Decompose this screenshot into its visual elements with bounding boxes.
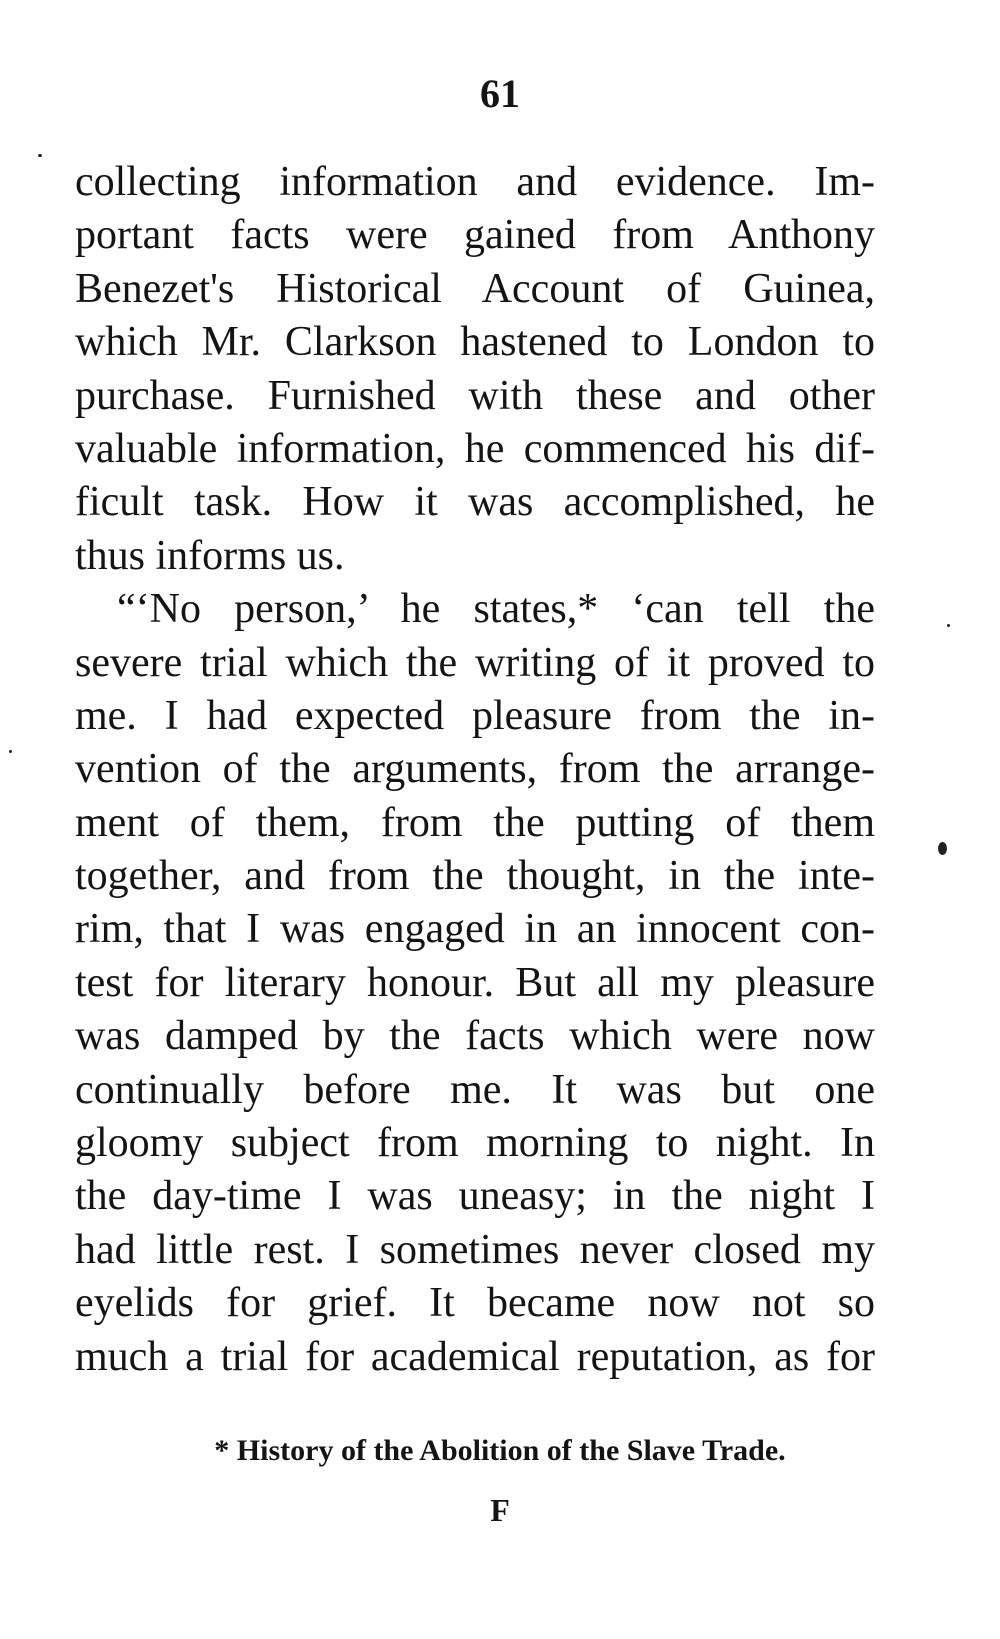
signature-mark: F	[490, 1492, 510, 1528]
scan-speck	[947, 624, 950, 627]
text-line: continually before me. It was but one	[75, 1066, 875, 1113]
text-line: eyelids for grief. It became now not so	[75, 1280, 875, 1327]
text-line: portant facts were gained from Anthony	[75, 212, 875, 259]
text-line: together, and from the thought, in the inte-	[75, 853, 875, 900]
text-line: was damped by the facts which were now	[75, 1013, 875, 1060]
text-line: vention of the arguments, from the arrange-	[75, 746, 875, 793]
text-line: purchase. Furnished with these and other	[75, 372, 875, 419]
text-line: severe trial which the writing of it proved to	[75, 639, 875, 686]
footnote: * History of the Abolition of the Slave Trade.	[214, 1434, 786, 1467]
scan-speck	[9, 750, 12, 753]
text-line: had little rest. I sometimes never closed my	[75, 1226, 875, 1273]
text-line: Benezet's Historical Account of Guinea,	[75, 265, 875, 312]
body-text	[75, 156, 875, 1384]
text-line: test for literary honour. But all my pleasure	[75, 959, 875, 1006]
scan-speck	[938, 842, 947, 855]
scan-speck	[38, 154, 42, 157]
page-number: 61	[480, 71, 520, 116]
text-line: much a trial for academical reputation, as for	[75, 1333, 875, 1380]
text-line: “‘No person,’ he states,* ‘can tell the	[117, 586, 875, 633]
text-line: rim, that I was engaged in an innocent con-	[75, 906, 875, 953]
text-line: which Mr. Clarkson hastened to London to	[75, 319, 875, 366]
text-line: thus informs us.	[75, 532, 345, 579]
text-line: ficult task. How it was accomplished, he	[75, 479, 875, 526]
text-line: gloomy subject from morning to night. In	[75, 1120, 875, 1167]
text-line: ment of them, from the putting of them	[75, 799, 875, 846]
text-line: the day-time I was uneasy; in the night I	[75, 1173, 875, 1220]
text-line: collecting information and evidence. Im-	[75, 159, 875, 205]
text-line: me. I had expected pleasure from the in-	[75, 692, 875, 739]
text-line: valuable information, he commenced his dif-	[75, 425, 875, 472]
